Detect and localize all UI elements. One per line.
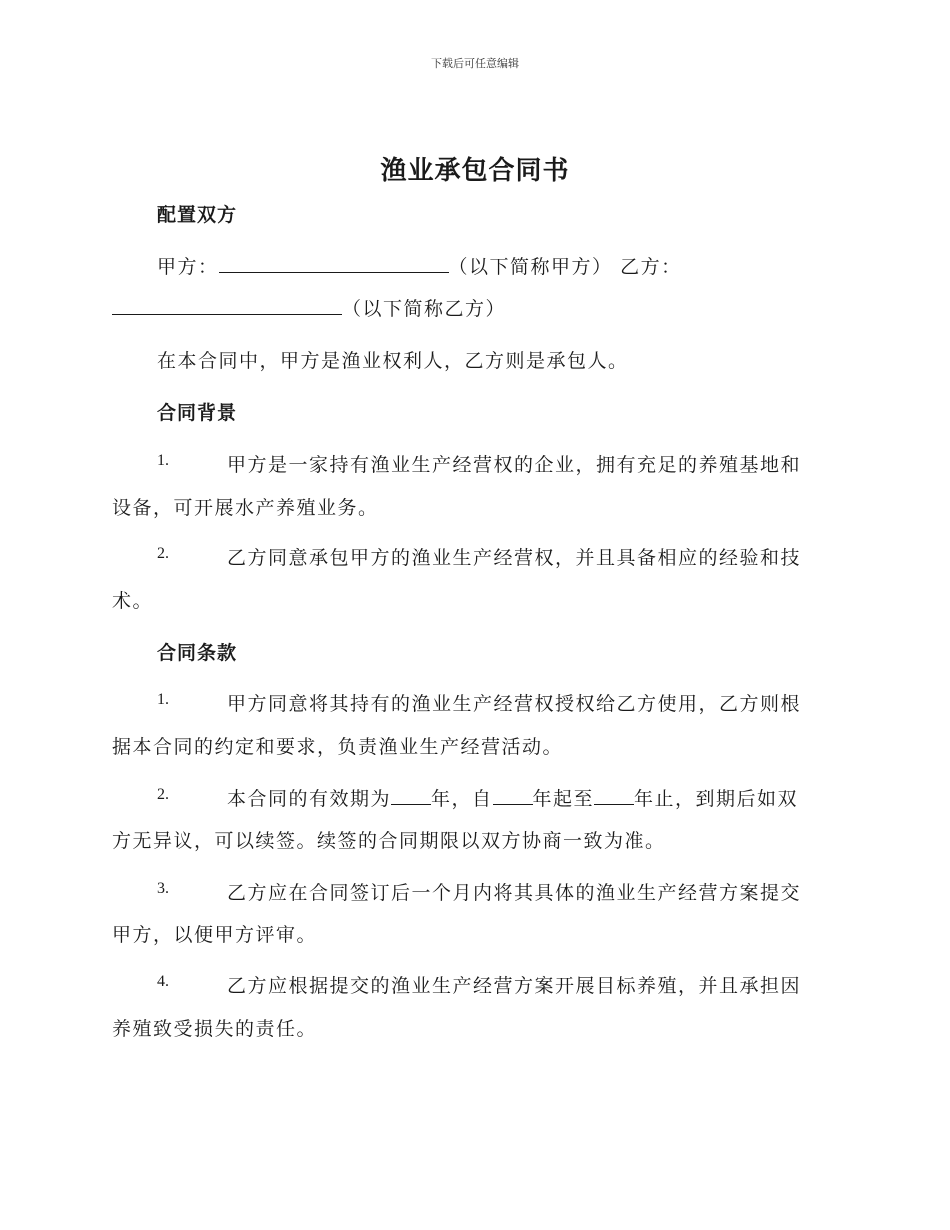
party-b-label: 乙方：	[620, 256, 682, 278]
terms-item-1-number: 1.	[157, 691, 169, 708]
party-b-blank[interactable]	[112, 296, 342, 315]
background-item-2-line1: 乙方同意承包甲方的渔业生产经营权，并且具备相应的经验和技	[227, 547, 802, 569]
background-item-1-line2: 设备，可开展水产养殖业务。	[112, 497, 379, 519]
document-title: 渔业承包合同书	[380, 156, 570, 186]
term-start-year-blank[interactable]	[493, 786, 533, 805]
term-end-year-blank[interactable]	[594, 786, 634, 805]
term-end-text: 年止，到期后如双	[634, 788, 799, 810]
terms-item-1-line2: 据本合同的约定和要求，负责渔业生产经营活动。	[112, 736, 564, 758]
terms-item-2-number: 2.	[157, 786, 169, 803]
header-note: 下载后可任意编辑	[431, 57, 519, 70]
party-a-label: 甲方：	[157, 256, 219, 278]
terms-item-2-line1	[227, 784, 798, 811]
terms-item-4-line1: 乙方应根据提交的渔业生产经营方案开展目标养殖，并且承担因	[227, 975, 802, 997]
party-b-line	[112, 294, 506, 321]
background-item-1-line1: 甲方是一家持有渔业生产经营权的企业，拥有充足的养殖基地和	[227, 454, 802, 476]
party-a-blank[interactable]	[219, 254, 449, 273]
term-from-text: 年，自	[431, 788, 493, 810]
term-period-text: 本合同的有效期为	[227, 788, 392, 810]
terms-item-2-line2: 方无异议，可以续签。续签的合同期限以双方协商一致为准。	[112, 830, 666, 852]
party-a-line	[157, 252, 682, 279]
background-item-2-number: 2.	[157, 545, 169, 562]
background-item-2-line2: 术。	[112, 590, 154, 612]
background-item-1-number: 1.	[157, 452, 169, 469]
terms-item-1-line1: 甲方同意将其持有的渔业生产经营权授权给乙方使用，乙方则根	[227, 693, 802, 715]
terms-item-4-number: 4.	[157, 973, 169, 990]
section-heading-parties: 配置双方	[157, 204, 238, 226]
term-to-text: 年起至	[532, 788, 595, 810]
parties-statement: 在本合同中，甲方是渔业权利人，乙方则是承包人。	[157, 350, 629, 372]
terms-item-3-number: 3.	[157, 880, 169, 897]
party-a-suffix: （以下简称甲方）	[448, 256, 613, 278]
terms-item-3-line1: 乙方应在合同签订后一个月内将其具体的渔业生产经营方案提交	[227, 882, 802, 904]
term-years-blank[interactable]	[391, 786, 431, 805]
section-heading-terms: 合同条款	[157, 642, 238, 664]
party-b-suffix: （以下简称乙方）	[342, 298, 507, 320]
terms-item-4-line2: 养殖致受损失的责任。	[112, 1018, 318, 1040]
terms-item-3-line2: 甲方，以便甲方评审。	[112, 924, 318, 946]
section-heading-background: 合同背景	[157, 402, 238, 424]
